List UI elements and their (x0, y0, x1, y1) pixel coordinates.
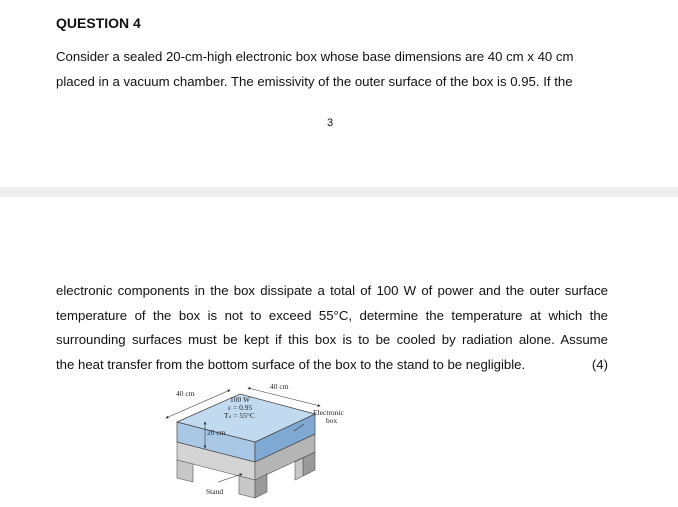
text-line: surrounding surfaces must be kept if this box is to be cooled by radiation alone. Assume (56, 332, 608, 347)
page-break (0, 187, 678, 197)
marks-label: (4) (591, 356, 608, 372)
question-heading: QUESTION 4 (56, 15, 141, 31)
surface-temp-label: Tₛ = 55°C (224, 411, 255, 420)
text-line: temperature of the box is not to exceed 55°C, determine the temperature at which the (56, 307, 608, 323)
electronic-box-figure (160, 382, 380, 502)
height-label: 20 cm (207, 428, 226, 437)
box-label-line1: Electronic (313, 408, 344, 417)
question-paragraph-top (56, 45, 608, 94)
emissivity-label: ε = 0.95 (228, 403, 253, 412)
question-paragraph-bottom (56, 279, 608, 377)
page-top (0, 0, 678, 187)
text-line: electronic components in the box dissipate a total of 100 W of power and the outer surface (56, 283, 608, 298)
depth-label: 40 cm (270, 382, 289, 391)
page-bottom (0, 197, 678, 501)
width-label: 40 cm (176, 389, 195, 398)
text-line: the heat transfer from the bottom surface of the box to the stand to be negligible. (56, 356, 526, 372)
box-diagram (160, 382, 380, 502)
page-number: 3 (327, 117, 334, 129)
text-line: Consider a sealed 20-cm-high electronic box whose base dimensions are 40 cm x 40 cm (56, 49, 574, 64)
stand-label: Stand (206, 487, 224, 496)
last-line-row (56, 353, 608, 378)
box-label-line2: box (326, 416, 338, 425)
power-label: 100 W (230, 395, 251, 404)
text-line: placed in a vacuum chamber. The emissivity of the outer surface of the box is 0.95. If the (56, 73, 573, 89)
